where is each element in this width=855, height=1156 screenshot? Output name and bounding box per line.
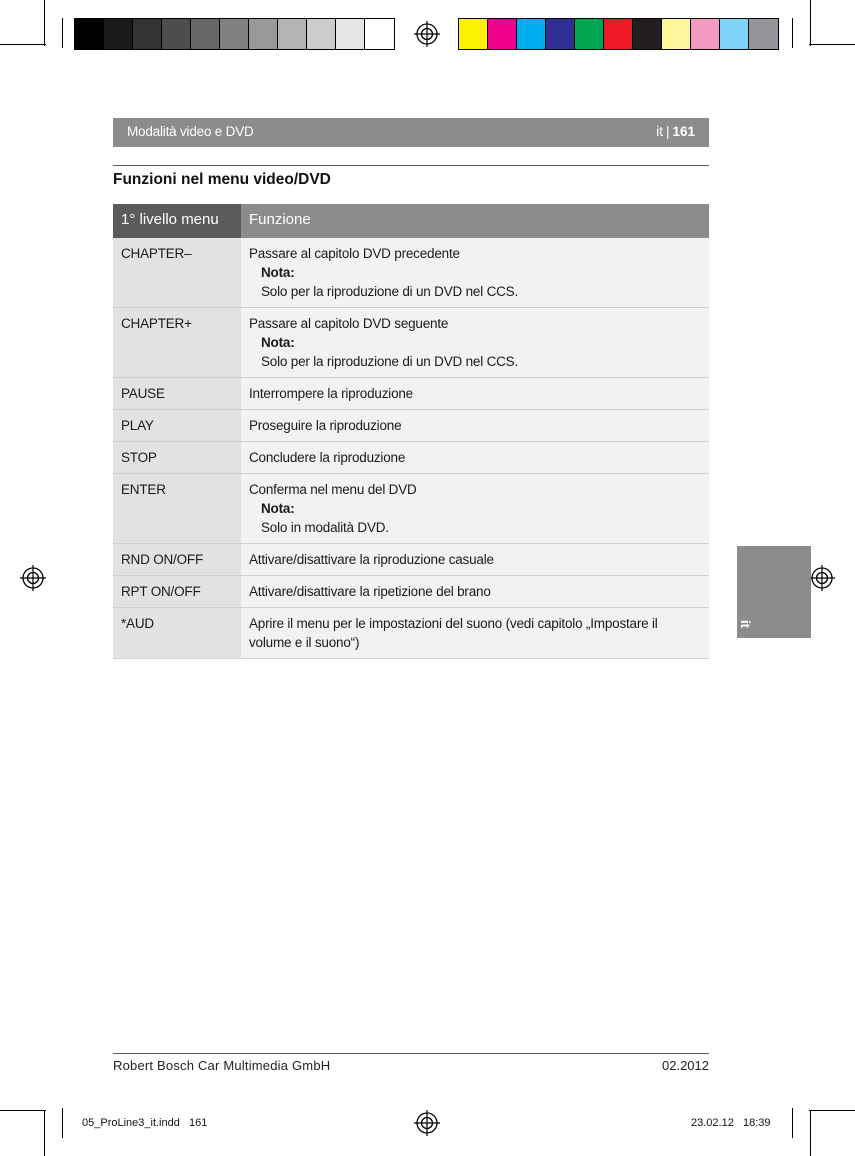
color-swatch bbox=[220, 19, 249, 49]
function-cell bbox=[241, 308, 709, 377]
menu-level-cell: RND ON/OFF bbox=[113, 544, 241, 575]
function-description: Aprire il menu per le impostazioni del suono (vedi capitolo „Impostare il volume e il suono“) bbox=[249, 616, 658, 650]
color-swatch bbox=[546, 19, 575, 49]
function-description: Interrompere la riproduzione bbox=[249, 386, 413, 401]
function-description: Passare al capitolo DVD precedente bbox=[249, 246, 460, 261]
color-swatch bbox=[459, 19, 488, 49]
crop-mark bbox=[44, 0, 45, 46]
table-row bbox=[113, 608, 709, 659]
function-cell bbox=[241, 442, 709, 473]
column-header-menu-level: 1° livello menu bbox=[113, 204, 241, 238]
menu-level-cell: CHAPTER– bbox=[113, 238, 241, 307]
color-swatch bbox=[104, 19, 133, 49]
function-cell bbox=[241, 410, 709, 441]
color-swatch bbox=[575, 19, 604, 49]
table-row bbox=[113, 238, 709, 308]
color-swatch bbox=[488, 19, 517, 49]
function-cell bbox=[241, 544, 709, 575]
table-row bbox=[113, 378, 709, 410]
function-cell bbox=[241, 608, 709, 658]
header-language: it bbox=[656, 124, 663, 139]
crop-mark bbox=[62, 18, 63, 48]
color-swatch bbox=[75, 19, 104, 49]
footer-date: 02.2012 bbox=[662, 1058, 709, 1073]
color-swatch bbox=[162, 19, 191, 49]
color-swatch bbox=[307, 19, 336, 49]
color-swatch bbox=[604, 19, 633, 49]
grayscale-color-bar bbox=[74, 18, 395, 50]
menu-level-cell: STOP bbox=[113, 442, 241, 473]
color-swatch bbox=[633, 19, 662, 49]
crop-mark bbox=[0, 1110, 46, 1111]
registration-mark-icon bbox=[414, 1110, 440, 1136]
color-swatch bbox=[517, 19, 546, 49]
function-description: Proseguire la riproduzione bbox=[249, 418, 402, 433]
header-rule bbox=[113, 165, 709, 166]
crop-mark bbox=[792, 1108, 793, 1138]
color-swatch bbox=[278, 19, 307, 49]
function-description: Concludere la riproduzione bbox=[249, 450, 406, 465]
slug-filename: 05_ProLine3_it.indd 161 bbox=[82, 1117, 208, 1129]
table-body bbox=[113, 238, 709, 659]
color-swatch bbox=[749, 19, 778, 49]
crop-mark bbox=[809, 1110, 855, 1111]
registration-mark-icon bbox=[809, 565, 835, 591]
table-row bbox=[113, 308, 709, 378]
function-description: Passare al capitolo DVD seguente bbox=[249, 316, 449, 331]
color-swatch bbox=[133, 19, 162, 49]
function-cell bbox=[241, 378, 709, 409]
note-label: Nota: bbox=[261, 265, 295, 280]
crop-mark bbox=[809, 44, 855, 45]
menu-level-cell: CHAPTER+ bbox=[113, 308, 241, 377]
footer-company: Robert Bosch Car Multimedia GmbH bbox=[113, 1058, 331, 1073]
color-swatch bbox=[249, 19, 278, 49]
table-header bbox=[113, 204, 709, 238]
registration-mark-icon bbox=[414, 21, 440, 47]
menu-level-cell: ENTER bbox=[113, 474, 241, 543]
table-row bbox=[113, 576, 709, 608]
running-header bbox=[113, 118, 709, 147]
color-swatch bbox=[365, 19, 394, 49]
function-description: Attivare/disattivare la ripetizione del brano bbox=[249, 584, 491, 599]
crop-mark bbox=[810, 0, 811, 46]
note-text: Solo in modalità DVD. bbox=[261, 520, 389, 535]
header-page-info: it | 161 bbox=[656, 124, 695, 139]
section-title: Funzioni nel menu video/DVD bbox=[113, 171, 331, 188]
crop-mark bbox=[44, 1110, 45, 1156]
crop-mark bbox=[792, 18, 793, 48]
language-tab bbox=[737, 546, 811, 638]
crop-mark bbox=[62, 1108, 63, 1138]
column-header-function: Funzione bbox=[241, 204, 709, 238]
table-row bbox=[113, 410, 709, 442]
color-swatch bbox=[191, 19, 220, 49]
menu-level-cell: *AUD bbox=[113, 608, 241, 658]
registration-mark-icon bbox=[20, 565, 46, 591]
function-description: Conferma nel menu del DVD bbox=[249, 482, 417, 497]
header-page-number: 161 bbox=[672, 124, 695, 139]
footer-rule bbox=[113, 1053, 709, 1054]
crop-mark bbox=[810, 1110, 811, 1156]
note-label: Nota: bbox=[261, 335, 295, 350]
color-swatch bbox=[720, 19, 749, 49]
color-swatch bbox=[336, 19, 365, 49]
function-cell bbox=[241, 474, 709, 543]
table-row bbox=[113, 474, 709, 544]
table-row bbox=[113, 442, 709, 474]
color-swatch bbox=[691, 19, 720, 49]
menu-level-cell: PAUSE bbox=[113, 378, 241, 409]
slug-timestamp: 23.02.12 18:39 bbox=[691, 1117, 771, 1129]
menu-level-cell: RPT ON/OFF bbox=[113, 576, 241, 607]
function-cell bbox=[241, 576, 709, 607]
menu-level-cell: PLAY bbox=[113, 410, 241, 441]
note-text: Solo per la riproduzione di un DVD nel CCS. bbox=[261, 284, 519, 299]
note-label: Nota: bbox=[261, 501, 295, 516]
function-description: Attivare/disattivare la riproduzione casuale bbox=[249, 552, 494, 567]
note-text: Solo per la riproduzione di un DVD nel CCS. bbox=[261, 354, 519, 369]
header-section-title: Modalità video e DVD bbox=[127, 124, 254, 139]
color-swatch bbox=[662, 19, 691, 49]
function-table bbox=[113, 204, 709, 659]
process-color-bar bbox=[458, 18, 779, 50]
language-tab-label: it bbox=[738, 620, 753, 628]
table-row bbox=[113, 544, 709, 576]
crop-mark bbox=[0, 44, 46, 45]
function-cell bbox=[241, 238, 709, 307]
